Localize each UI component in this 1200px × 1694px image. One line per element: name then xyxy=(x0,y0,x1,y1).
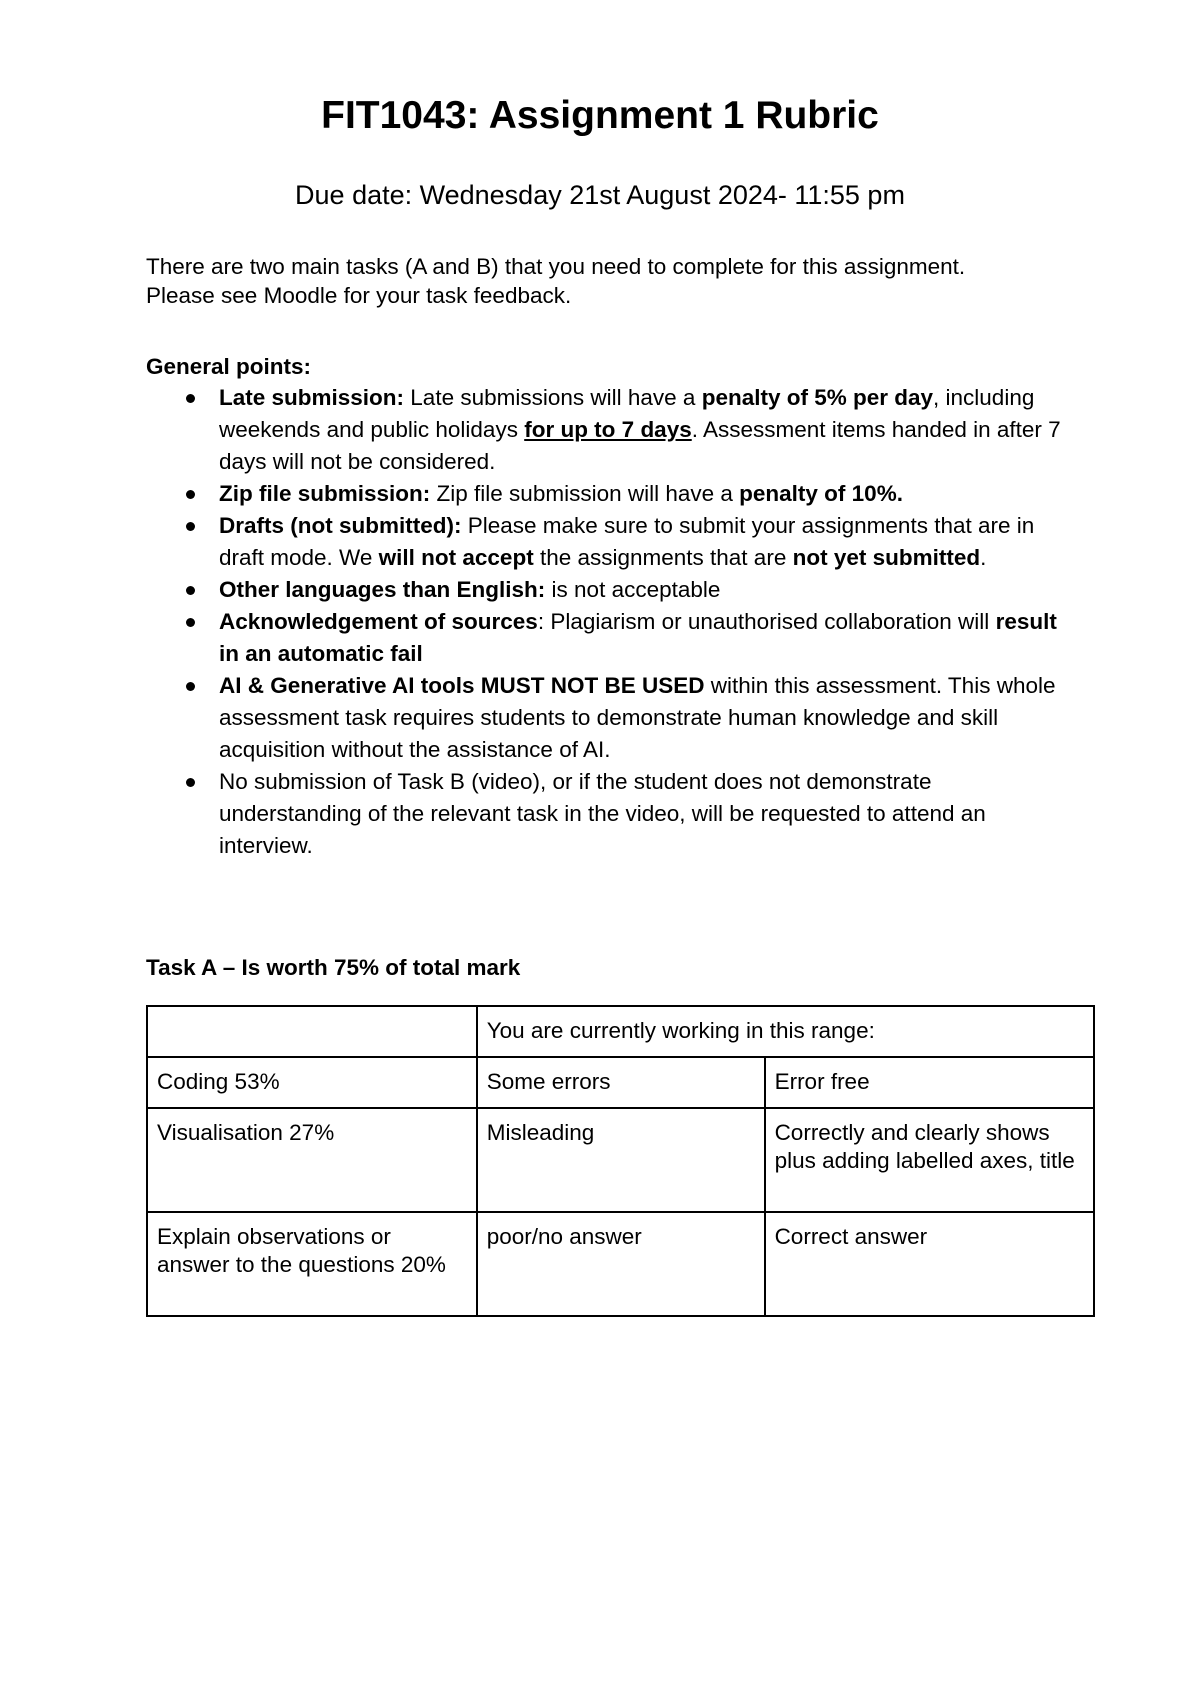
ai-text-1: within this assessment. This whole assessment task requires students to demonstrate human knowledge and skill acquisition without the assistance of AI. xyxy=(219,673,1056,762)
zip-penalty: penalty of 10%. xyxy=(739,481,903,506)
ai-tools-label: AI & Generative AI tools MUST NOT BE USED xyxy=(219,673,705,698)
criterion-cell: Explain observations or answer to the questions 20% xyxy=(147,1212,477,1316)
task-a-heading: Task A – Is worth 75% of total mark xyxy=(146,955,521,980)
late-days-limit: for up to 7 days xyxy=(524,417,692,442)
bullet-icon xyxy=(186,618,195,627)
late-submission-label: Late submission: xyxy=(219,385,405,410)
sources-bold-1: result in an automatic fail xyxy=(219,609,1057,666)
drafts-text-3: . xyxy=(980,545,987,570)
zip-submission-label: Zip file submission: xyxy=(219,481,431,506)
list-item-ai-tools xyxy=(146,670,1066,766)
list-item-drafts xyxy=(146,510,1066,574)
late-text-1: Late submissions will have a xyxy=(404,385,702,410)
bullet-icon xyxy=(186,586,195,595)
languages-label: Other languages than English: xyxy=(219,577,546,602)
intro-line-2: Please see Moodle for your task feedback. xyxy=(146,283,572,308)
criterion-cell: Visualisation 27% xyxy=(147,1108,477,1212)
table-row xyxy=(147,1057,1094,1108)
late-text-2: , including weekends and public holidays xyxy=(219,385,1035,442)
list-item-zip-submission xyxy=(146,478,1066,510)
general-points-heading: General points: xyxy=(146,354,312,379)
general-points-list xyxy=(146,382,1066,862)
high-range-cell: Correctly and clearly shows plus adding labelled axes, title xyxy=(765,1108,1094,1212)
bullet-icon xyxy=(186,778,195,787)
list-item-task-b xyxy=(146,766,1066,862)
bullet-icon xyxy=(186,490,195,499)
languages-text-1: is not acceptable xyxy=(545,577,721,602)
document-title: FIT1043: Assignment 1 Rubric xyxy=(321,94,879,137)
intro-line-1: There are two main tasks (A and B) that you need to complete for this assignment. xyxy=(146,254,966,279)
high-range-cell: Correct answer xyxy=(765,1212,1094,1316)
table-header-row xyxy=(147,1006,1094,1057)
drafts-label: Drafts (not submitted): xyxy=(219,513,462,538)
task-a-rubric-table xyxy=(146,1005,1095,1317)
high-range-cell: Error free xyxy=(765,1057,1094,1108)
drafts-bold-2: not yet submitted xyxy=(792,545,981,570)
due-date: Due date: Wednesday 21st August 2024- 11:55 pm xyxy=(295,180,905,210)
zip-text-1: Zip file submission will have a xyxy=(430,481,740,506)
drafts-text-1: Please make sure to submit your assignments that are in draft mode. We xyxy=(219,513,1035,570)
low-range-cell: Misleading xyxy=(477,1108,765,1212)
table-row xyxy=(147,1108,1094,1212)
table-cell-blank xyxy=(147,1006,477,1057)
criterion-cell: Coding 53% xyxy=(147,1057,477,1108)
list-item-late-submission xyxy=(146,382,1066,478)
range-header-cell: You are currently working in this range: xyxy=(477,1006,1094,1057)
bullet-icon xyxy=(186,394,195,403)
table-row xyxy=(147,1212,1094,1316)
bullet-icon xyxy=(186,682,195,691)
sources-label: Acknowledgement of sources xyxy=(219,609,538,634)
list-item-languages xyxy=(146,574,1066,606)
low-range-cell: poor/no answer xyxy=(477,1212,765,1316)
task-b-text: No submission of Task B (video), or if the student does not demonstrate understanding of the relevant task in the video, will be requested to attend an interview. xyxy=(219,769,986,858)
drafts-text-2: the assignments that are xyxy=(533,545,793,570)
sources-text-1: : Plagiarism or unauthorised collaboration will xyxy=(537,609,996,634)
late-text-3: . Assessment items handed in after 7 days will not be considered. xyxy=(219,417,1061,474)
list-item-sources xyxy=(146,606,1066,670)
bullet-icon xyxy=(186,522,195,531)
intro-paragraph xyxy=(146,252,1086,310)
low-range-cell: Some errors xyxy=(477,1057,765,1108)
drafts-bold-1: will not accept xyxy=(378,545,534,570)
late-penalty: penalty of 5% per day xyxy=(701,385,934,410)
